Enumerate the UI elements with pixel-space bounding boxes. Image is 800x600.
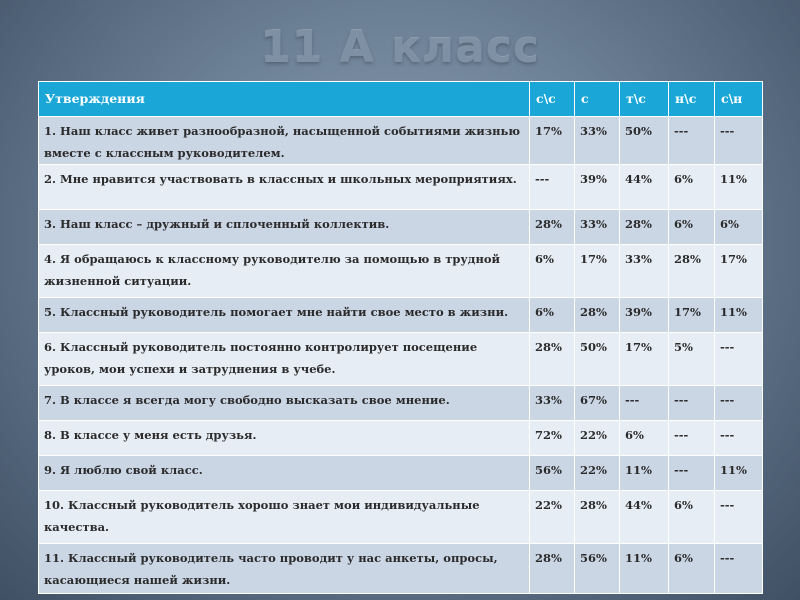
value-cell: 28%	[530, 544, 575, 594]
statement-cell: 6. Классный руководитель постоянно контролирует посещение уроков, мои успехи и затруднения в учебе.	[39, 333, 530, 386]
header-col-4: н\с	[669, 82, 715, 117]
value-cell: 39%	[575, 165, 620, 210]
value-cell: 6%	[669, 544, 715, 594]
value-cell: 56%	[530, 456, 575, 491]
value-cell: 33%	[530, 386, 575, 421]
table-row	[39, 544, 763, 594]
value-cell: 50%	[620, 117, 669, 165]
value-cell: 11%	[715, 298, 763, 333]
table-row	[39, 165, 763, 210]
value-cell: 33%	[575, 117, 620, 165]
value-cell: 11%	[715, 165, 763, 210]
header-col-3: т\с	[620, 82, 669, 117]
value-cell: ---	[669, 386, 715, 421]
value-cell: 6%	[669, 491, 715, 544]
value-cell: ---	[715, 333, 763, 386]
value-cell: ---	[715, 386, 763, 421]
table-row	[39, 456, 763, 491]
table-body	[39, 117, 763, 594]
value-cell: ---	[669, 421, 715, 456]
value-cell: ---	[669, 456, 715, 491]
value-cell: 44%	[620, 491, 669, 544]
value-cell: 28%	[669, 245, 715, 298]
value-cell: 6%	[669, 165, 715, 210]
statement-cell: 10. Классный руководитель хорошо знает мои индивидуальные качества.	[39, 491, 530, 544]
statement-cell: 2. Мне нравится участвовать в классных и школьных мероприятиях.	[39, 165, 530, 210]
value-cell: 44%	[620, 165, 669, 210]
value-cell: 11%	[620, 456, 669, 491]
value-cell: 28%	[620, 210, 669, 245]
value-cell: ---	[620, 386, 669, 421]
value-cell: 50%	[575, 333, 620, 386]
statement-cell: 1. Наш класс живет разнообразной, насыщенной событиями жизнью вместе с классным руководителем.	[39, 117, 530, 165]
header-col-5: с\н	[715, 82, 763, 117]
value-cell: 17%	[669, 298, 715, 333]
value-cell: 5%	[669, 333, 715, 386]
table-row	[39, 245, 763, 298]
statement-cell: 8. В классе у меня есть друзья.	[39, 421, 530, 456]
value-cell: 33%	[575, 210, 620, 245]
value-cell: ---	[669, 117, 715, 165]
value-cell: 17%	[530, 117, 575, 165]
statement-cell: 9. Я люблю свой класс.	[39, 456, 530, 491]
value-cell: 33%	[620, 245, 669, 298]
table-row	[39, 491, 763, 544]
value-cell: 28%	[575, 491, 620, 544]
header-statements: Утверждения	[39, 82, 530, 117]
table-row	[39, 298, 763, 333]
value-cell: 6%	[530, 298, 575, 333]
statement-cell: 7. В классе я всегда могу свободно высказать свое мнение.	[39, 386, 530, 421]
value-cell: 17%	[715, 245, 763, 298]
value-cell: 11%	[620, 544, 669, 594]
header-col-1: с\с	[530, 82, 575, 117]
header-col-2: с	[575, 82, 620, 117]
table-row	[39, 210, 763, 245]
value-cell: 28%	[530, 210, 575, 245]
value-cell: 28%	[575, 298, 620, 333]
slide-title: 11 А класс	[260, 22, 540, 73]
table-header-row	[39, 82, 763, 117]
value-cell: 6%	[530, 245, 575, 298]
value-cell: 28%	[530, 333, 575, 386]
table-row	[39, 386, 763, 421]
value-cell: 17%	[620, 333, 669, 386]
value-cell: 22%	[575, 456, 620, 491]
statement-cell: 5. Классный руководитель помогает мне найти свое место в жизни.	[39, 298, 530, 333]
survey-table	[38, 81, 763, 594]
value-cell: 56%	[575, 544, 620, 594]
value-cell: 22%	[530, 491, 575, 544]
table-row	[39, 117, 763, 165]
value-cell: ---	[530, 165, 575, 210]
value-cell: ---	[715, 421, 763, 456]
value-cell: 17%	[575, 245, 620, 298]
statement-cell: 3. Наш класс – дружный и сплоченный коллектив.	[39, 210, 530, 245]
value-cell: 11%	[715, 456, 763, 491]
table-row	[39, 333, 763, 386]
value-cell: 22%	[575, 421, 620, 456]
statement-cell: 11. Классный руководитель часто проводит у нас анкеты, опросы, касающиеся нашей жизни.	[39, 544, 530, 594]
value-cell: ---	[715, 117, 763, 165]
value-cell: ---	[715, 544, 763, 594]
value-cell: 6%	[715, 210, 763, 245]
statement-cell: 4. Я обращаюсь к классному руководителю за помощью в трудной жизненной ситуации.	[39, 245, 530, 298]
table-row	[39, 421, 763, 456]
value-cell: 6%	[669, 210, 715, 245]
value-cell: 72%	[530, 421, 575, 456]
value-cell: ---	[715, 491, 763, 544]
value-cell: 6%	[620, 421, 669, 456]
value-cell: 39%	[620, 298, 669, 333]
value-cell: 67%	[575, 386, 620, 421]
